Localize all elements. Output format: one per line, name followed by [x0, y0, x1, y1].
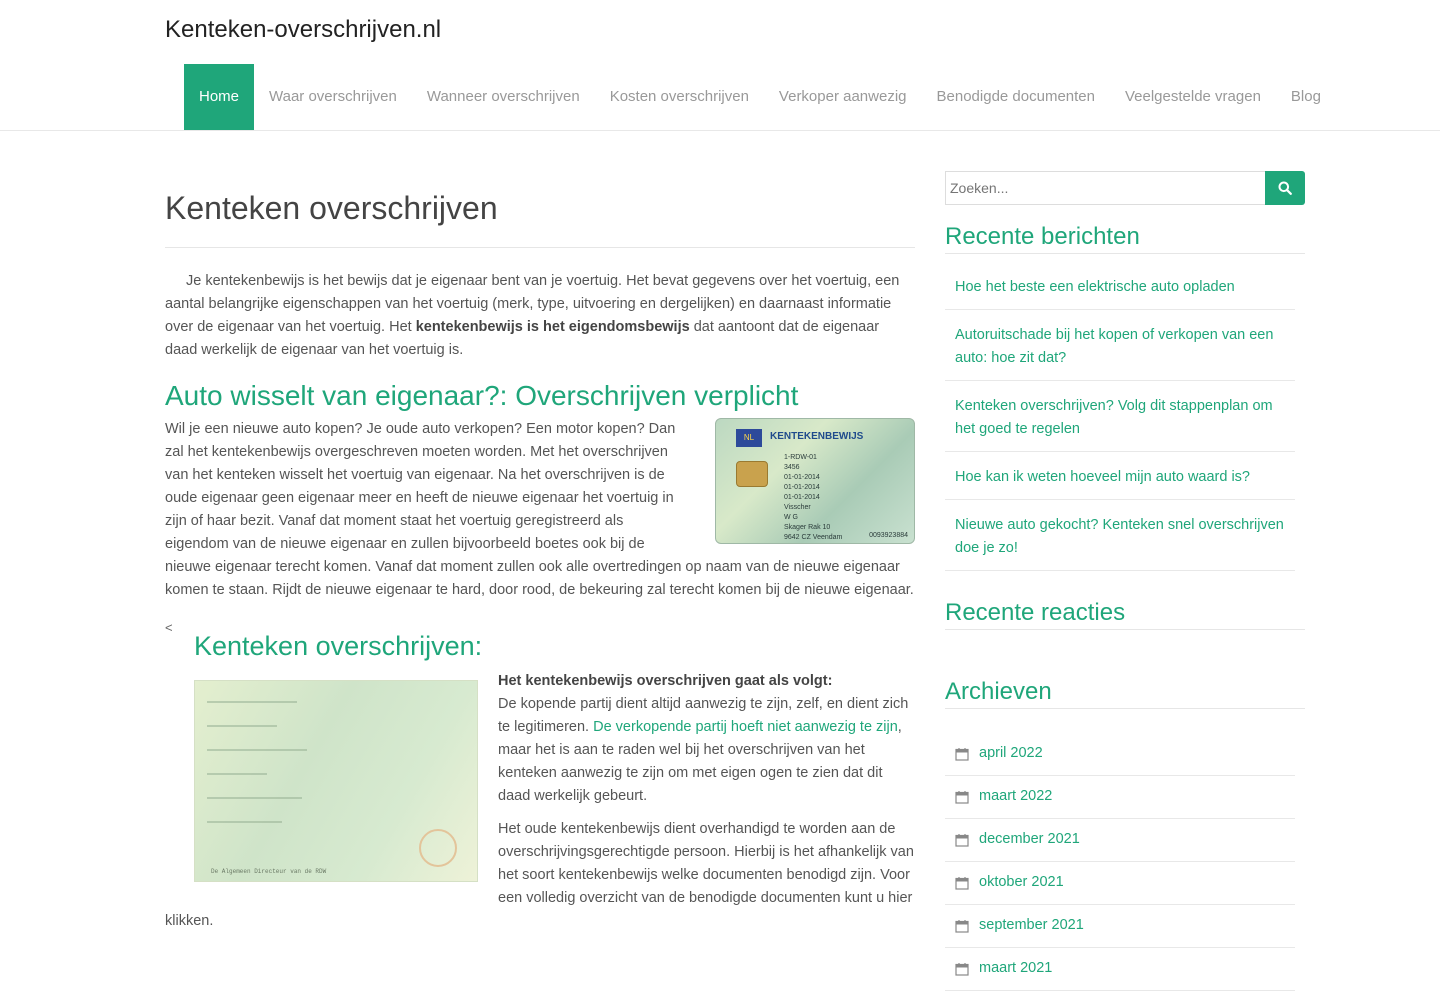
kentekenbewijs-card-image [715, 418, 915, 544]
title-divider [165, 247, 915, 248]
recent-post-link[interactable]: Autoruitschade bij het kopen of verkopen van een auto: hoe zit dat? [945, 310, 1295, 381]
nav-wanneer-overschrijven[interactable]: Wanneer overschrijven [426, 88, 580, 105]
nav-veelgestelde-vragen[interactable]: Veelgestelde vragen [1124, 88, 1261, 105]
intro-paragraph: Je kentekenbewijs is het bewijs dat je eigenaar bent van je voertuig. Het bevat gegevens over het voertuig, een aantal belangrijke eigenschappen van het voertuig (merk, type, uitvoering en dergelijken) en daarnaast informatie over de eigenaar van het voertuig. Het kentekenbewijs is het eigendomsbewijs dat aantoont dat de eigenaar daad werkelijk de eigenaar van het voertuig is. [165, 273, 900, 358]
calendar-icon [955, 833, 969, 847]
archive-link[interactable]: maart 2021 [945, 948, 1295, 991]
recent-posts-list [945, 262, 1305, 571]
recent-post-link[interactable]: Kenteken overschrijven? Volg dit stappenplan om het goed te regelen [945, 381, 1295, 452]
search-icon [1278, 181, 1292, 195]
nav-home[interactable]: Home [184, 64, 254, 130]
document-caption: De Algemeen Directeur van de RDW [211, 868, 327, 875]
nav-verkoper-aanwezig[interactable]: Verkoper aanwezig [778, 88, 907, 105]
search-input[interactable] [945, 171, 1265, 205]
section-heading-kenteken-overschrijven: Kenteken overschrijven: [194, 631, 483, 661]
calendar-icon [955, 790, 969, 804]
intro-bold-text: kentekenbewijs is het eigendomsbewijs [415, 319, 690, 335]
page-title: Kenteken overschrijven [165, 190, 498, 226]
calendar-icon [955, 962, 969, 976]
nav-waar-overschrijven[interactable]: Waar overschrijven [269, 88, 397, 105]
archive-link[interactable]: april 2022 [945, 733, 1295, 776]
verkopende-partij-link[interactable]: De verkopende partij hoeft niet aanwezig te zijn [593, 719, 898, 735]
recent-post-link[interactable]: Nieuwe auto gekocht? Kenteken snel overschrijven doe je zo! [945, 500, 1295, 571]
section-eigenaar [165, 418, 915, 602]
archive-link[interactable]: oktober 2021 [945, 862, 1295, 905]
section-overschrijven [165, 670, 915, 933]
archive-link[interactable]: september 2021 [945, 905, 1295, 948]
steps-paragraph: De kopende partij dient altijd aanwezig te zijn, zelf, en dient zich te legitimeren. De verkopende partij hoeft niet aanwezig te zijn, maar het is aan te raden wel bij het overschrijven van het kenteken aanwezig te zijn om met eigen ogen te zien dat dit daad werkelijk gebeurt. [498, 696, 909, 804]
nav-blog[interactable]: Blog [1290, 88, 1321, 105]
main-nav [184, 64, 1336, 130]
site-title[interactable]: Kenteken-overschrijven.nl [165, 16, 442, 43]
card-number: 0093923884 [869, 532, 908, 539]
recent-post-link[interactable]: Hoe het beste een elektrische auto opladen [945, 262, 1295, 310]
archive-link[interactable]: maart 2022 [945, 776, 1295, 819]
stray-character: < [165, 620, 173, 635]
recent-comments-title: Recente reacties [945, 599, 1305, 630]
card-details: 1-RDW-01 3456 01-01-2014 01-01-2014 01-01-2014 Visscher W G Skager Rak 10 9642 CZ Veendam [784, 454, 843, 541]
nav-kosten-overschrijven[interactable]: Kosten overschrijven [609, 88, 749, 105]
header-divider [0, 130, 1440, 131]
eu-flag-icon: NL [736, 429, 762, 447]
chip-icon [736, 461, 768, 487]
recent-posts-title: Recente berichten [945, 223, 1305, 254]
archives-title: Archieven [945, 678, 1305, 709]
sidebar [945, 171, 1305, 991]
calendar-icon [955, 747, 969, 761]
seal-icon [419, 829, 457, 867]
section-heading-auto-wisselt: Auto wisselt van eigenaar?: Overschrijven verplicht [165, 380, 799, 411]
recent-post-link[interactable]: Hoe kan ik weten hoeveel mijn auto waard is? [945, 452, 1295, 500]
steps-heading: Het kentekenbewijs overschrijven gaat als volgt: [498, 673, 833, 689]
search-form [945, 171, 1305, 205]
final-paragraph: Het oude kentekenbewijs dient overhandigd te worden aan de overschrijvingsgerechtigde persoon. Hierbij is het afhankelijk van het soort kentekenbewijs welke documenten benodigd zijn. Voor een volledig overzicht van de benodigde documenten kunt u hier klikken. [165, 821, 914, 929]
section1-paragraph: Wil je een nieuwe auto kopen? Je oude auto verkopen? Een motor kopen? Dan zal het kentekenbewijs overgeschreven moeten worden. Met het overschrijven van het kenteken wisselt het voertuig van eigenaar. Na het overschrijven is de oude eigenaar geen eigenaar meer en heeft de nieuwe eigenaar het voertuig in zijn of haar bezit. Vanaf dat moment staat het voertuig geregistreerd als eigendom van de nieuwe eigenaar en zullen bijvoorbeeld boetes ook bij de nieuwe eigenaar terecht komen. Vanaf dat moment zullen ook alle overtredingen op naam van de nieuwe eigenaar komen te staan. Rijdt de nieuwe eigenaar te hard, door rood, de bekeuring zal terecht komen bij de nieuwe eigenaar. [165, 421, 914, 598]
article [165, 180, 915, 933]
kentekenbewijs-document-image [194, 680, 478, 882]
calendar-icon [955, 876, 969, 890]
archives-list [945, 733, 1305, 991]
card-label: KENTEKENBEWIJS [770, 431, 864, 442]
search-button[interactable] [1265, 171, 1305, 205]
archive-link[interactable]: december 2021 [945, 819, 1295, 862]
nav-benodigde-documenten[interactable]: Benodigde documenten [936, 88, 1095, 105]
calendar-icon [955, 919, 969, 933]
